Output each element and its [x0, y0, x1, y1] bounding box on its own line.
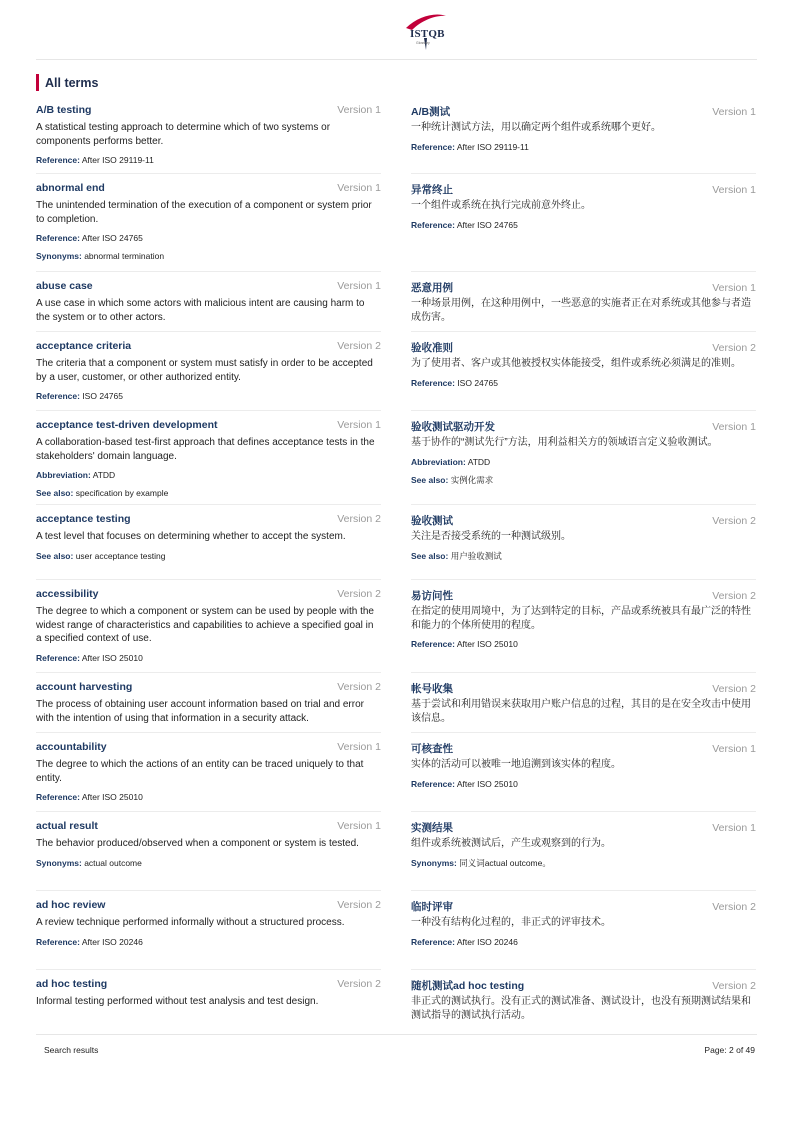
term-definition: 基于协作的“测试先行”方法，用利益相关方的领域语言定义验收测试。	[411, 437, 718, 448]
term-link[interactable]: accessibility	[36, 588, 99, 600]
reference-value: After ISO 29119-11	[456, 141, 529, 152]
entry-divider	[36, 410, 381, 411]
version-label: Version 2	[712, 901, 756, 913]
reference-value: ISO 24765	[82, 391, 123, 401]
entry-divider	[411, 811, 756, 812]
version-label: Version 1	[712, 184, 756, 196]
term-definition: 基于尝试和利用错误来获取用户账户信息的过程，其目的是在安全攻击中使用该信息。	[411, 699, 751, 724]
term-header-row	[411, 419, 756, 434]
term-link[interactable]: 验收准则	[411, 342, 453, 354]
term-definition: 一种场景用例，在这种用例中，一些恶意的实施者正在对系统或其他参与者造成伤害。	[411, 298, 751, 323]
reference-line	[36, 154, 381, 166]
reference-line	[411, 936, 756, 948]
version-label: Version 1	[337, 741, 381, 753]
entry-divider	[36, 811, 381, 812]
glossary-entry	[36, 513, 381, 562]
glossary-entry	[36, 182, 381, 262]
version-label: Version 1	[337, 820, 381, 832]
term-link[interactable]: acceptance criteria	[36, 340, 132, 352]
term-definition: The process of obtaining user account information based on trial and error with the intention of using that information in a security attack.	[36, 699, 364, 724]
version-label: Version 1	[337, 104, 381, 116]
reference-label: Reference:	[36, 936, 80, 947]
term-header-row	[411, 820, 756, 835]
term-header-row	[36, 588, 381, 603]
entry-divider	[36, 890, 381, 891]
term-definition: 非正式的测试执行。没有正式的测试准备、测试设计，也没有预期测试结果和测试指导的测试执行活动。	[411, 996, 751, 1021]
see-also-value[interactable]: 用户验收测试	[450, 550, 502, 561]
term-header-row	[36, 681, 381, 696]
reference-value: After ISO 20246	[456, 936, 518, 947]
version-label: Version 2	[337, 899, 381, 911]
abbreviation-line	[411, 456, 756, 468]
term-definition: A review technique performed informally without a structured process.	[36, 917, 345, 928]
version-label: Version 1	[337, 419, 381, 431]
entry-divider	[411, 890, 756, 891]
synonyms-label: Synonyms:	[411, 857, 457, 868]
entry-divider	[411, 732, 756, 733]
version-label: Version 2	[712, 980, 756, 992]
reference-label: Reference:	[411, 141, 455, 152]
term-link[interactable]: A/B测试	[411, 106, 451, 118]
glossary-entry	[36, 419, 381, 499]
reference-label: Reference:	[36, 391, 80, 401]
reference-line	[36, 232, 381, 244]
reference-line	[411, 377, 756, 389]
term-header-row	[36, 899, 381, 914]
entry-divider	[36, 969, 381, 970]
entry-divider	[411, 410, 756, 411]
term-definition: 关注是否接受系统的一种测试级别。	[411, 531, 571, 542]
abbreviation-label: Abbreviation:	[411, 456, 466, 467]
term-definition: A test level that focuses on determining whether to accept the system.	[36, 531, 346, 542]
istqb-logo	[396, 12, 456, 52]
term-link[interactable]: account harvesting	[36, 681, 133, 693]
term-definition: The behavior produced/observed when a component or system is tested.	[36, 838, 359, 849]
glossary-entry	[411, 588, 756, 650]
synonyms-line	[411, 857, 756, 869]
term-header-row	[36, 280, 381, 295]
page-footer	[36, 1034, 757, 1058]
version-label: Version 2	[337, 978, 381, 990]
entry-divider	[36, 331, 381, 332]
version-label: Version 1	[712, 822, 756, 834]
footer-search-results: Search results	[44, 1045, 99, 1055]
version-label: Version 2	[712, 683, 756, 695]
abbreviation-value: ATDD	[467, 456, 491, 467]
term-definition: The unintended termination of the execution of a component or system prior to completion.	[36, 200, 372, 225]
glossary-entry	[36, 899, 381, 948]
glossary-entry	[36, 104, 381, 166]
reference-label: Reference:	[411, 377, 455, 388]
term-definition: The criteria that a component or system must satisfy in order to be accepted by a user, customer, or other authorized entity.	[36, 358, 373, 383]
version-label: Version 2	[337, 681, 381, 693]
synonyms-line	[36, 250, 381, 262]
see-also-line	[411, 550, 756, 562]
term-header-row	[411, 340, 756, 355]
term-definition: The degree to which the actions of an entity can be traced uniquely to that entity.	[36, 759, 364, 784]
term-definition: A statistical testing approach to determine which of two systems or components performs better.	[36, 122, 331, 147]
synonyms-value: actual outcome	[84, 857, 142, 868]
term-header-row	[411, 280, 756, 295]
synonyms-value: abnormal termination	[84, 251, 165, 261]
entry-divider	[36, 271, 381, 272]
section-title	[36, 74, 99, 91]
term-header-row	[36, 104, 381, 119]
entry-divider	[411, 672, 756, 673]
term-link[interactable]: abuse case	[36, 280, 93, 292]
term-definition: 组件或系统被测试后，产生或观察到的行为。	[411, 838, 611, 849]
synonyms-value: 同义词actual outcome。	[459, 857, 551, 868]
reference-label: Reference:	[411, 219, 455, 230]
abbreviation-line	[36, 469, 381, 481]
reference-label: Reference:	[36, 155, 80, 165]
reference-value: After ISO 29119-11	[81, 155, 154, 165]
version-label: Version 2	[337, 588, 381, 600]
reference-value: After ISO 20246	[81, 936, 143, 947]
term-link[interactable]: 恶意用例	[411, 282, 453, 294]
synonyms-label: Synonyms:	[36, 857, 82, 868]
term-link[interactable]: acceptance testing	[36, 513, 131, 525]
entry-divider	[411, 504, 756, 505]
term-definition: 一个组件或系统在执行完成前意外终止。	[411, 200, 591, 211]
term-header-row	[36, 340, 381, 355]
reference-line	[411, 141, 756, 153]
reference-value: ISO 24765	[457, 377, 498, 388]
reference-value: After ISO 25010	[456, 639, 518, 649]
term-definition: Informal testing performed without test analysis and test design.	[36, 996, 319, 1007]
term-link[interactable]: ad hoc review	[36, 899, 106, 911]
term-link[interactable]: 易访问性	[411, 590, 453, 602]
reference-line	[411, 778, 756, 790]
glossary-entry	[411, 978, 756, 1022]
term-header-row	[36, 741, 381, 756]
see-also-label: See also:	[36, 488, 74, 498]
term-header-row	[411, 681, 756, 696]
entry-divider	[36, 504, 381, 505]
entry-divider	[36, 732, 381, 733]
reference-line	[36, 936, 381, 948]
term-link[interactable]: 临时评审	[411, 901, 453, 913]
version-label: Version 2	[337, 340, 381, 352]
reference-value: After ISO 24765	[456, 219, 518, 230]
glossary-entry	[411, 340, 756, 389]
reference-label: Reference:	[36, 233, 80, 243]
glossary-entry	[36, 820, 381, 869]
page-header	[36, 0, 757, 60]
reference-value: After ISO 25010	[81, 652, 143, 663]
term-link[interactable]: 帐号收集	[411, 683, 453, 695]
term-link[interactable]: abnormal end	[36, 182, 105, 194]
abbreviation-label: Abbreviation:	[36, 470, 91, 480]
term-definition: A collaboration-based test-first approach that defines acceptance tests in the stakeholders' domain language.	[36, 437, 375, 462]
reference-line	[411, 638, 756, 650]
term-link[interactable]: 验收测试	[411, 515, 453, 527]
term-link[interactable]: 异常终止	[411, 184, 453, 196]
reference-value: After ISO 24765	[81, 233, 143, 243]
version-label: Version 1	[712, 743, 756, 755]
term-header-row	[36, 513, 381, 528]
glossary-entry	[36, 280, 381, 324]
term-link[interactable]: A/B testing	[36, 104, 92, 116]
see-also-value[interactable]: 实例化需求	[450, 474, 494, 485]
reference-label: Reference:	[411, 778, 455, 789]
see-also-value[interactable]: user acceptance testing	[75, 550, 166, 561]
see-also-line	[36, 550, 381, 562]
term-definition: The degree to which a component or system can be used by people with the widest range of characteristics and capabilities to achieve a specified goal in a specified context of use.	[36, 606, 374, 644]
reference-line	[36, 390, 381, 402]
reference-value: After ISO 25010	[456, 778, 518, 789]
see-also-line	[36, 487, 381, 499]
term-header-row	[411, 513, 756, 528]
entry-divider	[411, 579, 756, 580]
abbreviation-value: ATDD	[92, 470, 116, 480]
term-link[interactable]: actual result	[36, 820, 98, 832]
term-link[interactable]: acceptance test-driven development	[36, 419, 218, 431]
glossary-entry	[411, 104, 756, 153]
term-definition: A use case in which some actors with malicious intent are causing harm to the system or to other actors.	[36, 298, 365, 323]
see-also-label: See also:	[36, 550, 74, 561]
term-definition: 实体的活动可以被唯一地追溯到该实体的程度。	[411, 759, 621, 770]
term-link[interactable]: 随机测试ad hoc testing	[411, 980, 525, 992]
entry-divider	[36, 672, 381, 673]
term-definition: 为了使用者、客户或其他被授权实体能接受，组件或系统必须满足的准则。	[411, 358, 741, 369]
section-title-text: All terms	[45, 75, 99, 90]
logo-text: ISTQB	[410, 28, 445, 40]
term-definition: 一种没有结构化过程的，非正式的评审技术。	[411, 917, 611, 928]
entry-divider	[36, 579, 381, 580]
version-label: Version 2	[712, 590, 756, 602]
see-also-label: See also:	[411, 550, 449, 561]
glossary-entry	[411, 741, 756, 790]
term-link[interactable]: accountability	[36, 741, 107, 753]
reference-line	[36, 791, 381, 803]
synonyms-line	[36, 857, 381, 869]
term-header-row	[36, 419, 381, 434]
version-label: Version 1	[712, 421, 756, 433]
entry-divider	[411, 271, 756, 272]
section-accent-bar	[36, 74, 39, 91]
reference-line	[411, 219, 756, 231]
glossary-entry	[36, 978, 381, 1009]
glossary-entry	[36, 588, 381, 664]
term-header-row	[411, 899, 756, 914]
glossary-entry	[411, 820, 756, 869]
term-definition: 一种统计测试方法，用以确定两个组件或系统哪个更好。	[411, 122, 661, 133]
term-header-row	[36, 978, 381, 993]
term-link[interactable]: 验收测试驱动开发	[411, 421, 495, 433]
logo-subtitle: Glossary	[416, 41, 430, 45]
version-label: Version 2	[337, 513, 381, 525]
glossary-entry	[36, 681, 381, 725]
glossary-entry	[411, 681, 756, 725]
version-label: Version 1	[337, 182, 381, 194]
reference-label: Reference:	[36, 652, 80, 663]
synonyms-label: Synonyms:	[36, 251, 82, 261]
reference-label: Reference:	[411, 639, 455, 649]
entry-divider	[411, 969, 756, 970]
term-link[interactable]: 实测结果	[411, 822, 453, 834]
reference-label: Reference:	[36, 792, 80, 802]
reference-line	[36, 652, 381, 664]
term-header-row	[411, 588, 756, 603]
entry-divider	[36, 173, 381, 174]
term-link[interactable]: ad hoc testing	[36, 978, 108, 990]
glossary-entry	[411, 419, 756, 486]
term-header-row	[36, 820, 381, 835]
entry-divider	[411, 173, 756, 174]
term-header-row	[411, 978, 756, 993]
glossary-entry	[36, 340, 381, 402]
term-header-row	[36, 182, 381, 197]
term-header-row	[411, 741, 756, 756]
glossary-entry	[36, 741, 381, 803]
entry-divider	[411, 331, 756, 332]
footer-page-number: Page: 2 of 49	[704, 1045, 755, 1055]
version-label: Version 2	[712, 342, 756, 354]
see-also-value[interactable]: specification by example	[75, 488, 169, 498]
term-header-row	[411, 182, 756, 197]
term-definition: 在指定的使用周境中，为了达到特定的目标，产品或系统被具有最广泛的特性和能力的个体所使用的程度。	[411, 606, 751, 631]
glossary-entry	[411, 280, 756, 324]
glossary-entry	[411, 899, 756, 948]
glossary-entry	[411, 182, 756, 231]
version-label: Version 2	[712, 515, 756, 527]
reference-value: After ISO 25010	[81, 792, 143, 802]
see-also-line	[411, 474, 756, 486]
see-also-label: See also:	[411, 474, 449, 485]
version-label: Version 1	[337, 280, 381, 292]
reference-label: Reference:	[411, 936, 455, 947]
term-link[interactable]: 可核查性	[411, 743, 453, 755]
version-label: Version 1	[712, 106, 756, 118]
version-label: Version 1	[712, 282, 756, 294]
term-header-row	[411, 104, 756, 119]
glossary-entry	[411, 513, 756, 562]
